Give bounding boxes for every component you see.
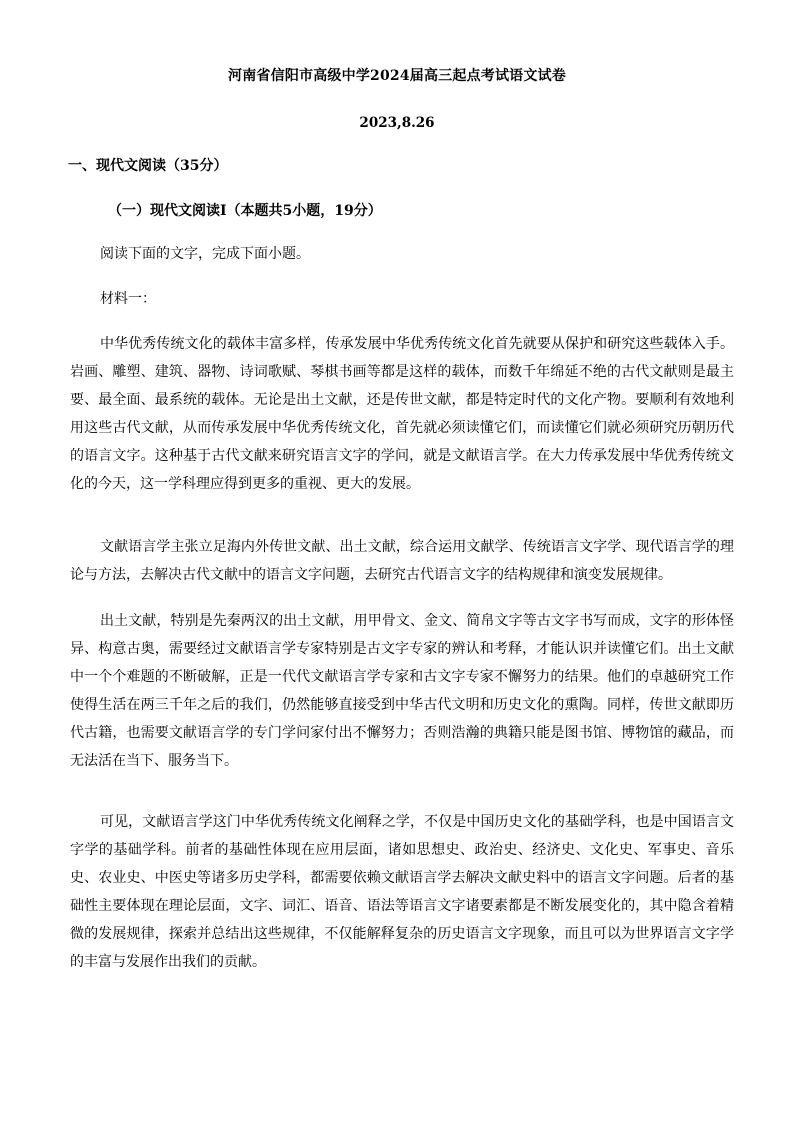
paragraph-4: 可见，文献语言学这门中华优秀传统文化阐释之学，不仅是中国历史文化的基础学科，也是中国语言文字学的基础学科。前者的基础性体现在应用层面，诸如思想史、政治史、经济史、文化史、军事史、音乐史、农业史、中医史等诸多历史学科，都需要依赖文献语言学去解决文献史料中的语言文字问题。后者的基础性主要体现在理论层面，文字、词汇、语音、语法等语言文字诸要素都是不断发展变化的，其中隐含着精微的发展规律，探索并总结出这些规律，不仅能解释复杂的历史语言文字现象，而且可以为世界语言文字学的丰富与发展作出我们的贡献。 — [70, 814, 734, 970]
exam-date: 2023,8.26 — [359, 115, 435, 131]
section-heading: 一、现代文阅读（35分） — [68, 158, 228, 174]
paragraph-2: 文献语言学主张立足海内外传世文献、出土文献，综合运用文献学、传统语言文字学、现代语言学的理论与方法，去解决古代文献中的语言文字问题，去研究古代语言文字的结构规律和演变发展规律。 — [70, 539, 734, 583]
paragraph-1: 中华优秀传统文化的载体丰富多样，传承发展中华优秀传统文化首先就要从保护和研究这些载体入手。岩画、雕塑、建筑、器物、诗词歌赋、琴棋书画等都是这样的载体，而数千年绵延不绝的古代文献则是最主要、最全面、最系统的载体。无论是出土文献，还是传世文献，都是特定时代的文化产物。要顺利有效地利用这些古代文献，从而传承发展中华优秀传统文化，首先就必须读懂它们，而读懂它们就必须研究历朝历代的语言文字。这种基于古代文献来研究语言文字的学问，就是文献语言学。在大力传承发展中华优秀传统文化的今天，这一学科理应得到更多的重视、更大的发展。 — [70, 336, 734, 492]
paragraph-3: 出土文献，特别是先秦两汉的出土文献，用甲骨文、金文、简帛文字等古文字书写而成，文字的形体怪异、构意古奥，需要经过文献语言学专家特别是古文字专家的辨认和考释，才能认识并读懂它们。出土文献中一个个难题的不断破解，正是一代代文献语言学专家和古文字专家不懈努力的结果。他们的卓越研究工作使得生活在两三千年之后的我们，仍然能够直接受到中华古代文明和历史文化的熏陶。同样，传世文献即历代古籍，也需要文献语言学的专门学问家付出不懈努力；否则浩瀚的典籍只能是图书馆、博物馆的藏品，而无法活在当下、服务当下。 — [70, 613, 734, 769]
reading-instruction: 阅读下面的文字，完成下面小题。 — [100, 246, 310, 262]
sub-heading: （一）现代文阅读Ⅰ（本题共5小题，19分） — [108, 203, 382, 219]
exam-title: 河南省信阳市高级中学2024届高三起点考试语文试卷 — [228, 68, 566, 84]
material-label: 材料一： — [100, 291, 156, 307]
